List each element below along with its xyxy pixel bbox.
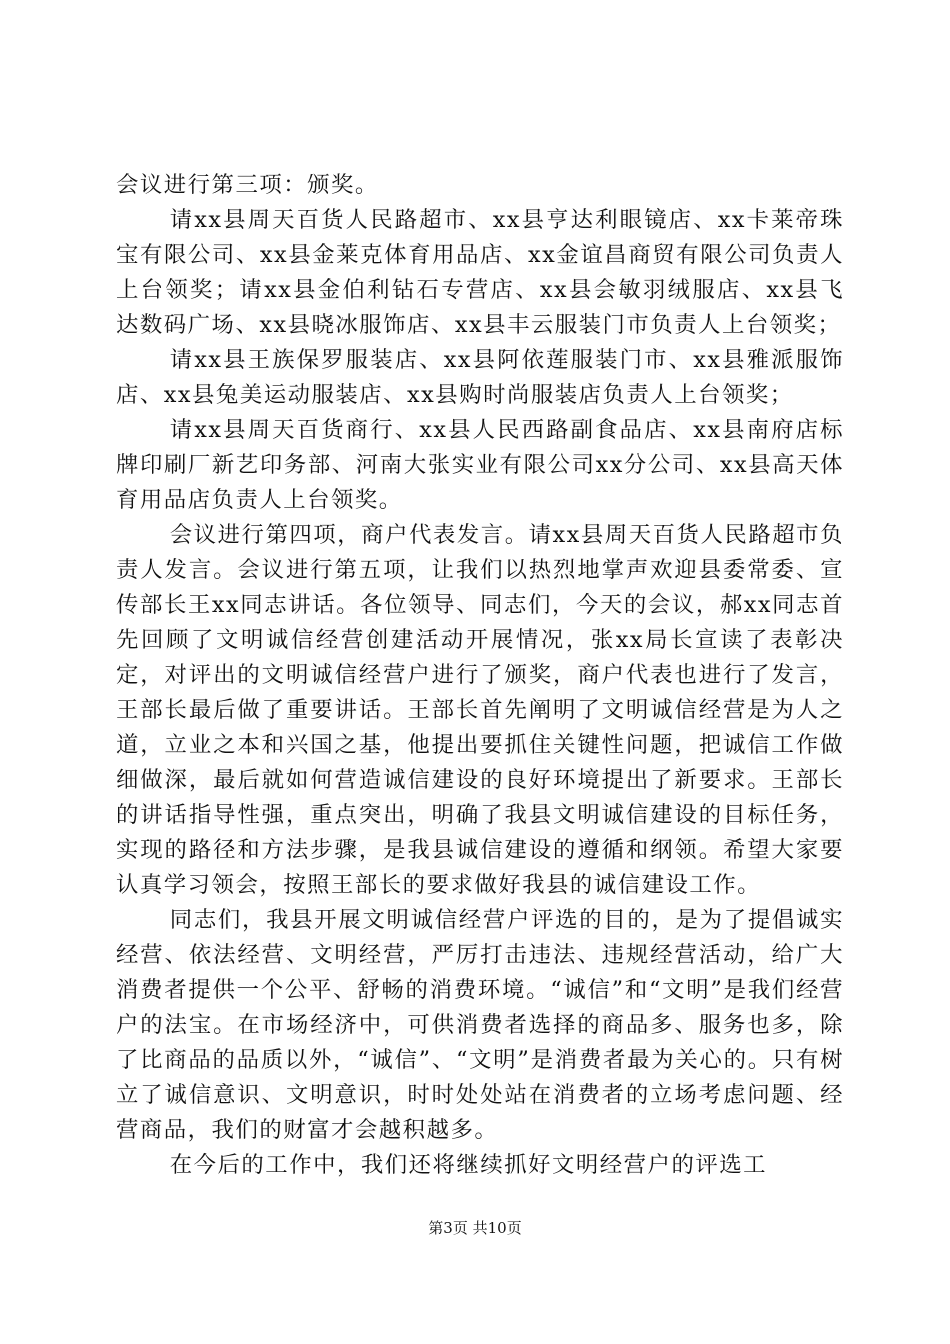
paragraph-3: 请xx县王族保罗服装店、xx县阿依莲服装门市、xx县雅派服饰店、xx县兔美运动服装店、xx县购时尚服装店负责人上台领奖； bbox=[116, 347, 844, 408]
paragraph-2: 请xx县周天百货人民路超市、xx县亨达利眼镜店、xx卡莱帝珠宝有限公司、xx县金莱克体育用品店、xx金谊昌商贸有限公司负责人上台领奖；请xx县金伯利钻石专营店、xx县会敏羽绒服店、xx县飞达数码广场、xx县晓冰服饰店、xx县丰云服装门市负责人上台领奖； bbox=[116, 207, 844, 338]
document-body bbox=[116, 168, 844, 1183]
page-footer bbox=[0, 1218, 950, 1238]
page-number-label: 第3页 共10页 bbox=[428, 1219, 522, 1237]
paragraph-4: 请xx县周天百货商行、xx县人民西路副食品店、xx县南府店标牌印刷厂新艺印务部、河南大张实业有限公司xx分公司、xx县高天体育用品店负责人上台领奖。 bbox=[116, 417, 844, 513]
paragraph-6: 同志们，我县开展文明诚信经营户评选的目的，是为了提倡诚实经营、依法经营、文明经营，严厉打击违法、违规经营活动，给广大消费者提供一个公平、舒畅的消费环境。“诚信”和“文明”是我们经营户的法宝。在市场经济中，可供消费者选择的商品多、服务也多，除了比商品的品质以外，“诚信”、“文明”是消费者最为关心的。只有树立了诚信意识、文明意识，时时处处站在消费者的立场考虑问题、经营商品，我们的财富才会越积越多。 bbox=[116, 907, 844, 1143]
paragraph-1: 会议进行第三项：颁奖。 bbox=[116, 172, 379, 198]
paragraph-5: 会议进行第四项，商户代表发言。请xx县周天百货人民路超市负责人发言。会议进行第五项，让我们以热烈地掌声欢迎县委常委、宣传部长王xx同志讲话。各位领导、同志们，今天的会议，郝xx同志首先回顾了文明诚信经营创建活动开展情况，张xx局长宣读了表彰决定，对评出的文明诚信经营户进行了颁奖，商户代表也进行了发言，王部长最后做了重要讲话。王部长首先阐明了文明诚信经营是为人之道，立业之本和兴国之基，他提出要抓住关键性问题，把诚信工作做细做深，最后就如何营造诚信建设的良好环境提出了新要求。王部长的讲话指导性强，重点突出，明确了我县文明诚信建设的目标任务，实现的路径和方法步骤，是我县诚信建设的遵循和纲领。希望大家要认真学习领会，按照王部长的要求做好我县的诚信建设工作。 bbox=[116, 522, 844, 898]
paragraph-7: 在今后的工作中，我们还将继续抓好文明经营户的评选工 bbox=[169, 1152, 768, 1178]
